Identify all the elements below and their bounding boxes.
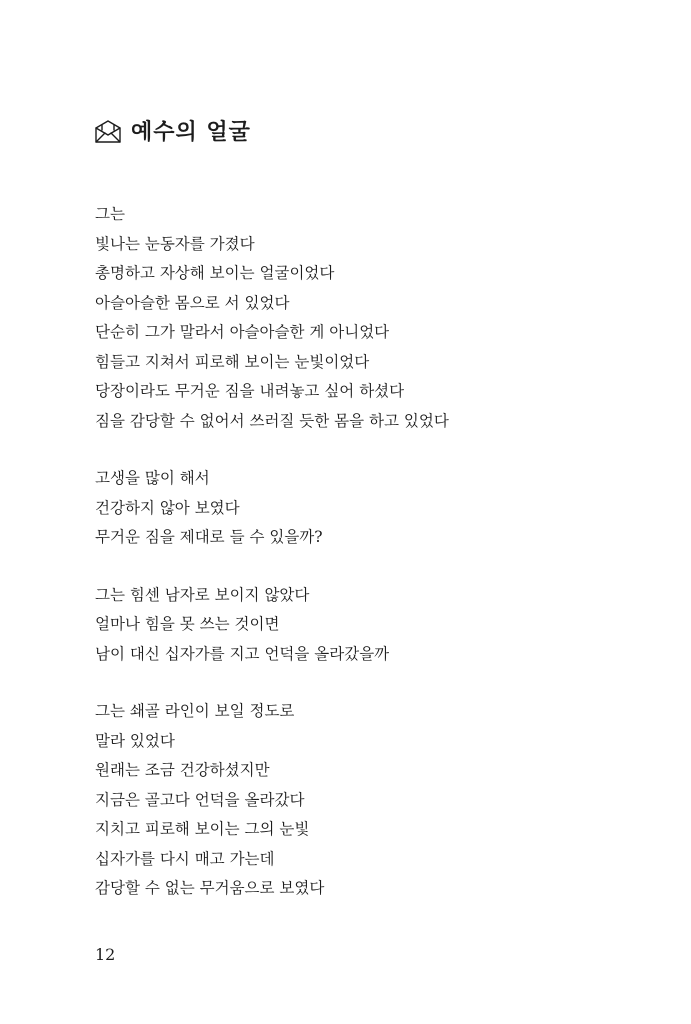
poem-line: 말라 있었다 (95, 731, 175, 750)
envelope-icon (93, 117, 123, 147)
poem-line: 그는 (95, 205, 125, 223)
poem-line: 지금은 골고다 언덕을 올라갔다 (95, 790, 305, 809)
poem-line: 무거운 짐을 제대로 들 수 있을까? (95, 528, 323, 546)
page-title: 예수의 얼굴 (131, 119, 251, 145)
poem-line: 감당할 수 없는 무거움으로 보였다 (95, 879, 325, 897)
poem-line: 건강하지 않아 보였다 (95, 498, 240, 517)
stanza-1 (95, 200, 655, 436)
page-title-block (93, 112, 251, 152)
poem-line: 그는 쇄골 라인이 보일 정도로 (95, 702, 295, 720)
poem-line: 남이 대신 십자가를 지고 언덕을 올라갔을까 (95, 644, 390, 663)
poem-line: 아슬아슬한 몸으로 서 있었다 (95, 293, 290, 312)
poem-line: 힘들고 지쳐서 피로해 보이는 눈빛이었다 (95, 352, 370, 371)
poem-line: 총명하고 자상해 보이는 얼굴이었다 (95, 264, 335, 282)
page-number: 12 (95, 945, 116, 964)
poem-line: 짐을 감당할 수 없어서 쓰러질 듯한 몸을 하고 있었다 (95, 411, 449, 430)
stanza-4 (95, 697, 655, 904)
poem-line: 얼마나 힘을 못 쓰는 것이면 (95, 615, 280, 633)
poem-line: 십자가를 다시 매고 가는데 (95, 849, 275, 868)
poem-line: 당장이라도 무거운 짐을 내려놓고 싶어 하셨다 (95, 382, 405, 400)
poem-line: 그는 힘센 남자로 보이지 않았다 (95, 585, 310, 604)
poem-line: 원래는 조금 건강하셨지만 (95, 761, 270, 779)
poem-line: 빛나는 눈동자를 가졌다 (95, 234, 255, 253)
poem-line: 지치고 피로해 보이는 그의 눈빛 (95, 820, 310, 838)
poem-body (95, 200, 655, 932)
stanza-3 (95, 581, 655, 670)
poem-line: 단순히 그가 말라서 아슬아슬한 게 아니었다 (95, 323, 390, 341)
stanza-2 (95, 464, 655, 553)
poem-line: 고생을 많이 해서 (95, 469, 210, 487)
